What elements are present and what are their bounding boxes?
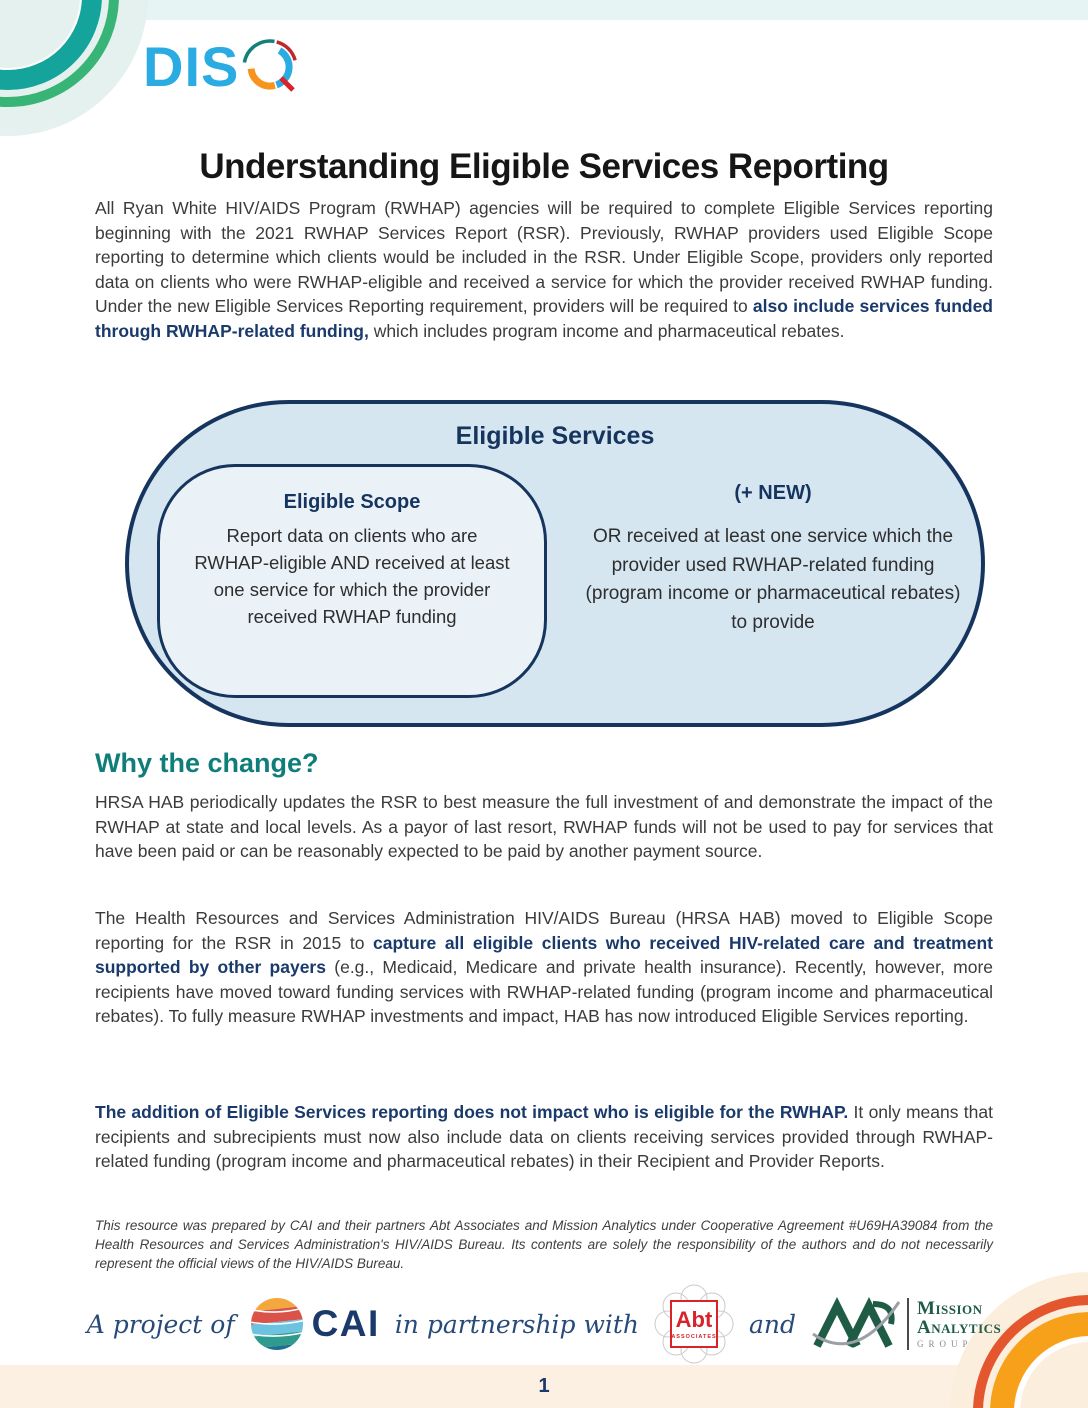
intro-text-post: which includes program income and pharmaceutical rebates. bbox=[368, 320, 845, 341]
why-the-change-heading: Why the change? bbox=[95, 748, 319, 778]
disq-q-icon bbox=[241, 38, 301, 100]
cai-logo bbox=[250, 1297, 380, 1351]
health-resources-paragraph bbox=[95, 906, 993, 1029]
project-of-script: A project of bbox=[86, 1309, 235, 1339]
abt-logo-subtext: ASSOCIATES bbox=[671, 1334, 717, 1340]
disq-logo bbox=[143, 34, 301, 100]
abt-associates-logo bbox=[654, 1284, 734, 1364]
cai-globe-icon bbox=[250, 1297, 304, 1351]
hrsa-paragraph: HRSA HAB periodically updates the RSR to best measure the full investment of and demonstrate the impact of the RWHAP at state and local levels. As a payor of last resort, RWHAP funds will not be used to pay for services that have been paid or can be reasonably expected to be paid by another payment source. bbox=[95, 792, 993, 861]
health-text-pre: The Health Resources and Services Administration HIV/AIDS Bureau (HRSA HAB) moved to Eligible Scope reporting for the RSR in 2015 to bbox=[95, 908, 993, 953]
intro-text-pre: All Ryan White HIV/AIDS Program (RWHAP) agencies will be required to complete Eligible Services reporting beginning with the 2021 RWHAP Services Report (RSR). Previously, RWHAP providers used Eligible Scope reporting to determine which clients would be included in the RSR. Under Eligible Scope, providers only reported data on clients who were RWHAP-eligible and received a service for which the provider received RWHAP funding. Under the new Eligible Services Reporting requirement, providers will be required to bbox=[95, 198, 993, 316]
addition-text-bold: The addition of Eligible Services reporting does not impact who is eligible for the RWHAP. bbox=[95, 1102, 849, 1122]
mission-line1: Mission bbox=[917, 1298, 983, 1319]
eligible-scope-heading: Eligible Scope bbox=[283, 491, 421, 513]
abt-logo-text: Abt bbox=[675, 1307, 713, 1332]
intro-paragraph bbox=[95, 196, 993, 343]
page-title: Understanding Eligible Services Reporting bbox=[199, 147, 889, 187]
mission-lambdas-icon bbox=[811, 1294, 903, 1354]
disclaimer-text: This resource was prepared by CAI and their partners Abt Associates and Mission Analytics under Cooperative Agreement #U69HA39084 from the Health Resources and Services Administration's HIV/AIDS Bureau. Its contents are solely the responsibility of the authors and do not necessarily represent the official views of the HIV/AIDS Bureau. bbox=[95, 1218, 993, 1271]
addition-paragraph bbox=[95, 1100, 993, 1174]
cai-logo-text: CAI bbox=[311, 1303, 380, 1344]
diagram-title: Eligible Services bbox=[455, 422, 655, 450]
partners-footer bbox=[0, 1284, 1088, 1364]
mission-line2: Analytics bbox=[917, 1317, 1002, 1338]
mission-line3: GROUP bbox=[917, 1339, 973, 1349]
health-text-bold: capture all eligible clients who received HIV-related care and treatment supported by other payers bbox=[95, 932, 993, 977]
addition-text-post: It only means that recipients and subrecipients must now also include data on clients receiving services provided through RWHAP-related funding (program income and pharmaceutical rebates) in their Recipient and Provider Reports. bbox=[95, 1102, 993, 1171]
and-script: and bbox=[749, 1309, 797, 1339]
new-criteria-body: OR received at least one service which the provider used RWHAP-related funding (program income or pharmaceutical rebates) to provide bbox=[585, 526, 961, 633]
mission-analytics-logo bbox=[811, 1294, 1001, 1354]
intro-text-bold: also include services funded through RWHAP-related funding, bbox=[95, 296, 993, 341]
disq-logo-text: DIS bbox=[143, 35, 240, 98]
page-number: 1 bbox=[538, 1375, 550, 1397]
health-text-post: (e.g., Medicaid, Medicare and private health insurance). Recently, however, more recipients have moved toward funding services with RWHAP-related funding (program income and pharmaceutical rebates). To fully measure RWHAP investments and impact, HAB has now introduced Eligible Services reporting. bbox=[95, 957, 994, 1026]
eligible-services-diagram bbox=[125, 400, 985, 727]
new-criteria-heading: (+ NEW) bbox=[734, 482, 812, 504]
new-criteria-column bbox=[577, 472, 969, 637]
eligible-scope-pill bbox=[157, 464, 547, 698]
eligible-scope-body: Report data on clients who are RWHAP-eligible AND received at least one service for which the provider received RWHAP funding bbox=[194, 525, 510, 627]
mission-logo-text bbox=[907, 1298, 1001, 1350]
partnership-script: in partnership with bbox=[394, 1309, 640, 1339]
